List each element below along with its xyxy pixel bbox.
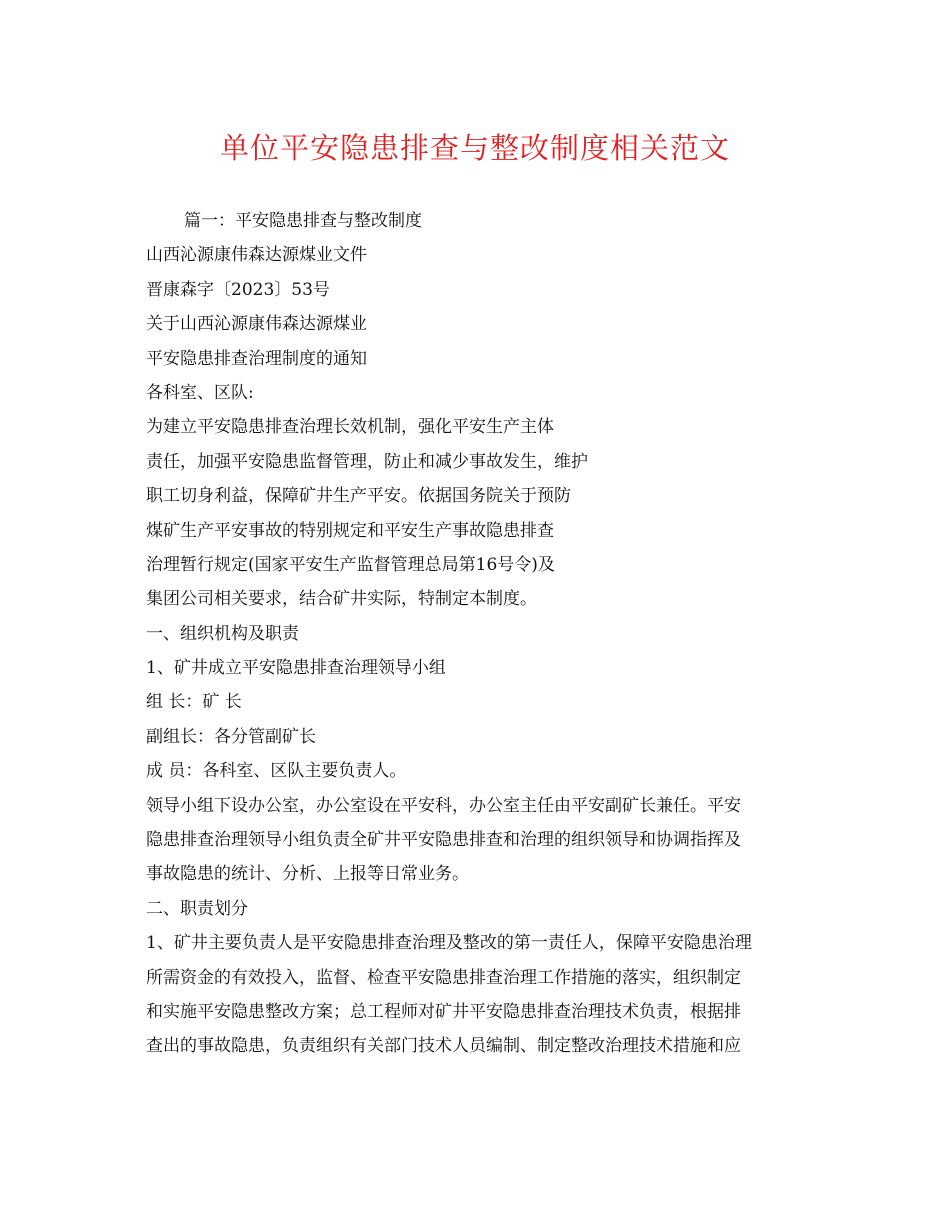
document-title: 单位平安隐患排查与整改制度相关范文 [219, 131, 730, 165]
document-body [146, 204, 814, 1064]
body-line: 集团公司相关要求，结合矿井实际，特制定本制度。 [146, 589, 537, 610]
section-heading: 二、职责划分 [146, 898, 248, 919]
body-line: 关于山西沁源康伟森达源煤业 [146, 314, 367, 335]
section-heading: 一、组织机构及职责 [146, 623, 299, 644]
body-line: 成 员：各科室、区队主要负责人。 [146, 761, 407, 782]
body-line: 平安隐患排查治理制度的通知 [146, 348, 367, 369]
body-line: 隐患排查治理领导小组负责全矿井平安隐患排查和治理的组织领导和协调指挥及 [146, 830, 741, 851]
body-line: 查出的事故隐患，负责组织有关部门技术人员编制、制定整改治理技术措施和应 [146, 1036, 741, 1057]
body-line: 各科室、区队: [146, 382, 254, 403]
body-line: 1、矿井主要负责人是平安隐患排查治理及整改的第一责任人，保障平安隐患治理 [146, 933, 752, 954]
body-line: 1、矿井成立平安隐患排查治理领导小组 [146, 658, 446, 679]
body-line: 煤矿生产平安事故的特别规定和平安生产事故隐患排查 [146, 520, 554, 541]
body-line: 组 长：矿 长 [146, 692, 242, 713]
body-line: 山西沁源康伟森达源煤业文件 [146, 245, 367, 266]
body-line: 领导小组下设办公室，办公室设在平安科，办公室主任由平安副矿长兼任。平安 [146, 795, 741, 816]
body-line: 责任，加强平安隐患监督管理，防止和减少事故发生，维护 [146, 451, 588, 472]
body-line: 晋康森字〔2023〕53号 [146, 279, 330, 300]
body-line: 职工切身利益，保障矿井生产平安。依据国务院关于预防 [146, 486, 571, 507]
body-line: 为建立平安隐患排查治理长效机制，强化平安生产主体 [146, 417, 554, 438]
body-line: 治理暂行规定(国家平安生产监督管理总局第16号令)及 [146, 554, 555, 575]
body-line: 事故隐患的统计、分析、上报等日常业务。 [146, 864, 469, 885]
body-line: 副组长：各分管副矿长 [146, 726, 316, 747]
body-line: 所需资金的有效投入，监督、检查平安隐患排查治理工作措施的落实，组织制定 [146, 967, 741, 988]
body-line: 和实施平安隐患整改方案；总工程师对矿井平安隐患排查治理技术负责，根据排 [146, 1001, 741, 1022]
body-line: 篇一：平安隐患排查与整改制度 [184, 211, 422, 231]
